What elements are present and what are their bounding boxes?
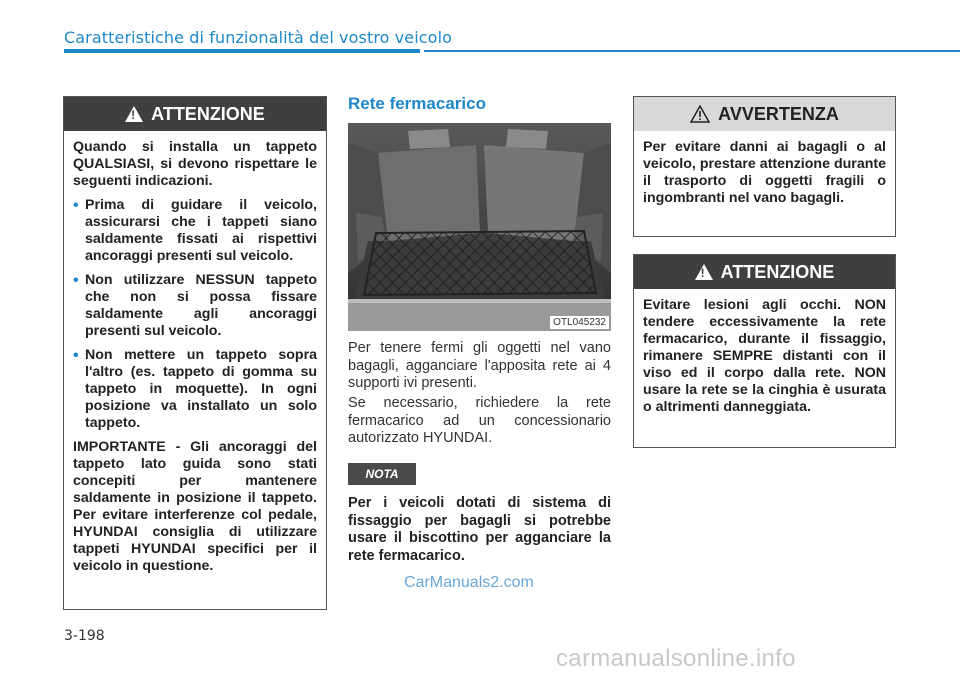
photo-code-label: OTL045232 <box>550 316 609 329</box>
attenzione-box-mats <box>63 96 327 610</box>
list-item <box>73 197 317 265</box>
attenzione-box-header <box>634 255 895 289</box>
cargo-net-illustration <box>348 123 611 331</box>
section-header-title: Caratteristiche di funzionalità del vostro veicolo <box>64 28 453 47</box>
cargo-net-photo <box>348 123 611 331</box>
carmanuals-watermark: CarManuals2.com <box>404 574 534 591</box>
warning-triangle-outline-icon <box>690 105 710 123</box>
page-number: 3-198 <box>64 628 105 644</box>
list-item <box>73 272 317 340</box>
avvertenza-box-header <box>634 97 895 131</box>
site-watermark: carmanualsonline.info <box>556 645 796 672</box>
warning-triangle-icon <box>695 264 713 280</box>
paragraph-dealer: Se necessario, richiedere la rete fermacarico ad un concessionario autorizzato HYUNDAI. <box>348 395 611 446</box>
attenzione-box-body <box>634 289 895 424</box>
avvertenza-heading: AVVERTENZA <box>718 103 839 124</box>
nota-text: Per i veicoli dotati di sistema di fissaggio per bagagli si potrebbe usare il biscottino per agganciare la rete fermacarico. <box>348 495 611 564</box>
warning-triangle-icon <box>125 106 143 122</box>
paragraph-net-usage: Per tenere fermi gli oggetti nel vano bagagli, agganciare l'apposita rete ai 4 supporti ivi presenti. <box>348 340 611 391</box>
bullet-dot-icon: • <box>73 197 79 214</box>
list-item-text: Prima di guidare il veicolo, assicurarsi che i tappeti siano saldamente fissati ai rispettivi ancoraggi presenti sul veicolo. <box>85 197 317 264</box>
attenzione-heading: ATTENZIONE <box>720 261 835 282</box>
attenzione-box-net <box>633 254 896 448</box>
attenzione-important-note: IMPORTANTE - Gli ancoraggi del tappeto lato guida sono stati concepiti per mantenere saldamente in posizione il tappeto. Per evitare interferenze col pedale, HYUNDAI consiglia di utilizzare tappeti HYUNDAI specifici per il veicolo in questione. <box>73 439 317 574</box>
header-rule-line <box>424 50 960 52</box>
list-item-text: Non utilizzare NESSUN tappeto che non si possa fissare saldamente agli ancoraggi presenti sul veicolo. <box>85 272 317 339</box>
attenzione-intro: Quando si installa un tappeto QUALSIASI, si devono rispettare le seguenti indicazioni. <box>73 139 317 189</box>
section-title: Rete fermacarico <box>348 94 486 113</box>
bullet-dot-icon: • <box>73 272 79 289</box>
attenzione-box-body <box>64 131 326 583</box>
attenzione-net-text: Evitare lesioni agli occhi. NON tendere eccessivamente la rete fermacarico, durante il fissaggio, rimanere SEMPRE distanti con il viso ed il corpo dalla rete. NON usare la rete se la cinghia è usurata o altrimenti danneggiata. <box>643 297 886 415</box>
list-item <box>73 347 317 432</box>
avvertenza-box <box>633 96 896 237</box>
avvertenza-text: Per evitare danni ai bagagli o al veicolo, prestare attenzione durante il trasporto di oggetti fragili o ingombranti nel vano bagagli. <box>643 139 886 206</box>
nota-badge: NOTA <box>348 463 416 485</box>
header-rule-accent <box>64 49 420 53</box>
attenzione-box-header <box>64 97 326 131</box>
bullet-dot-icon: • <box>73 347 79 364</box>
list-item-text: Non mettere un tappeto sopra l'altro (es. tappeto di gomma su tappeto in moquette). In ogni posizione va installato un solo tappeto. <box>85 347 317 431</box>
avvertenza-box-body <box>634 131 895 215</box>
attenzione-heading: ATTENZIONE <box>151 103 265 124</box>
